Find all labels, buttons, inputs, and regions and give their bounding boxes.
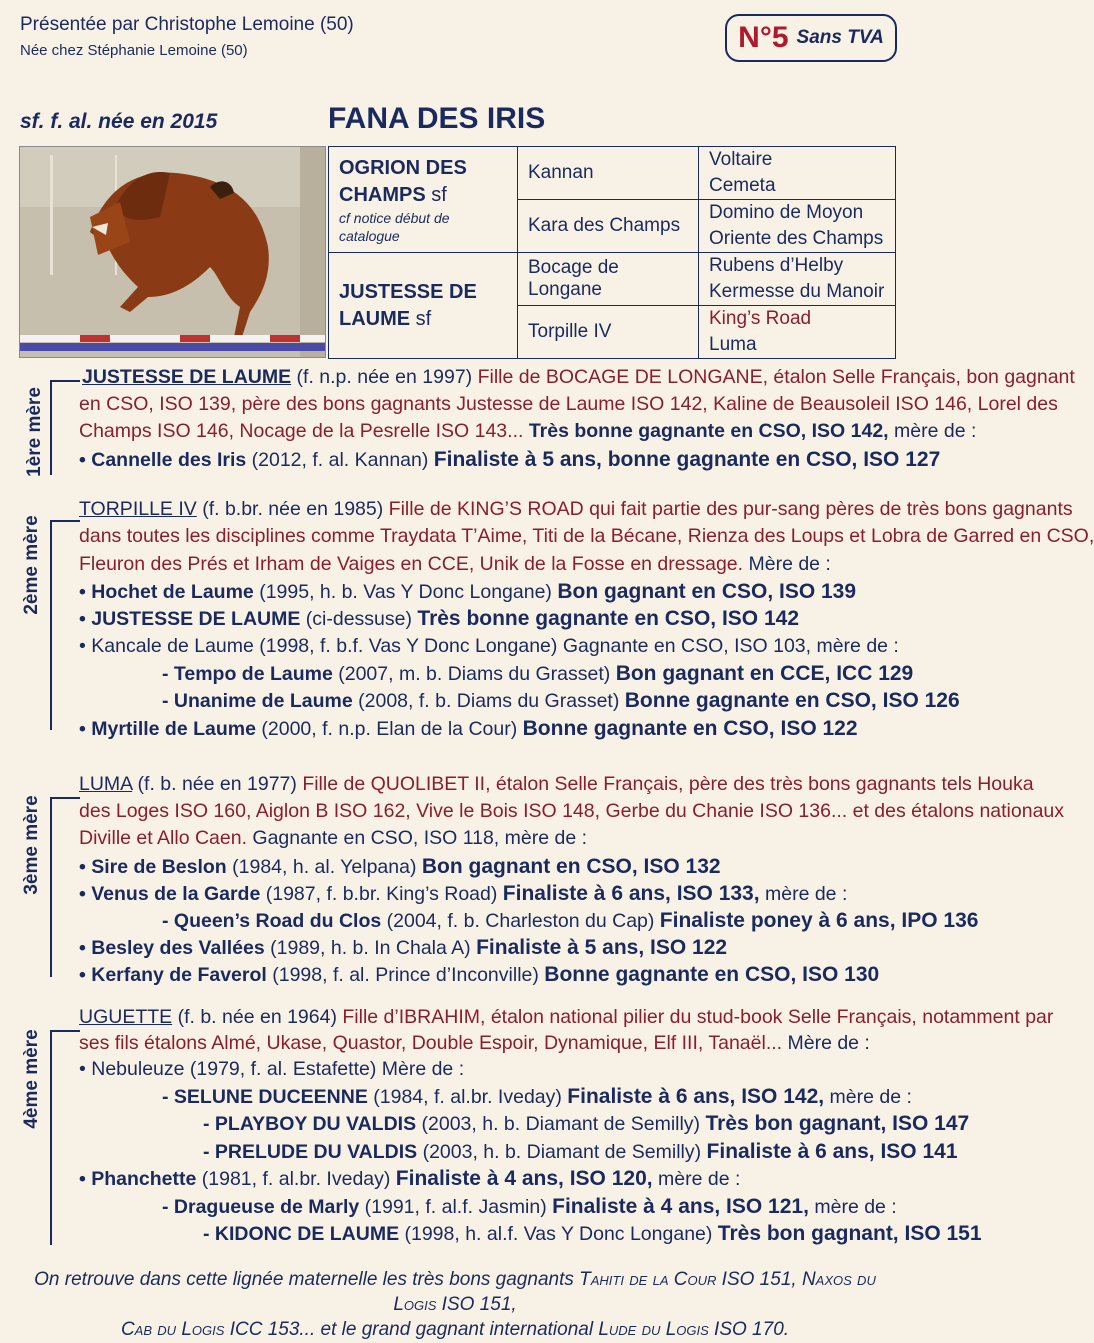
pedigree-ggs-4: King’s Road Luma	[699, 306, 896, 359]
g3-line-2: des Loges ISO 160, Aiglon B ISO 162, Vive le Bois ISO 148, Gerbe du Chanie ISO 136... et des étalons nationaux	[79, 800, 1065, 822]
horse-photo	[19, 146, 326, 358]
horse-description: sf. f. al. née en 2015	[20, 110, 218, 133]
g3-line-4: • Sire de Beslon (1984, h. al. Yelpana) Bon gagnant en CSO, ISO 132	[79, 855, 721, 878]
pedigree-dam-sire: Bocage de Longane	[518, 253, 699, 306]
g2-line-8: - Unanime de Laume (2008, f. b. Diams du Grasset) Bonne gagnante en CSO, ISO 126	[162, 689, 960, 712]
g1-line-2: en CSO, ISO 139, père des bons gagnants Justesse de Laume ISO 142, Kaline de Beausoleil ISO 146, Lorel des	[79, 393, 1058, 415]
breeder-text: Née chez Stéphanie Lemoine (50)	[20, 42, 248, 59]
section-bracket-g4	[50, 1030, 52, 1245]
lot-number: N°5	[738, 21, 789, 54]
generation-label-g1: 1ère mère	[24, 387, 45, 477]
pedigree-dam-dam: Torpille IV	[518, 306, 699, 359]
generation-label-g4: 4ème mère	[21, 1029, 42, 1129]
g3-line-7: • Besley des Vallées (1989, h. b. In Chala A) Finaliste à 5 ans, ISO 122	[79, 936, 728, 959]
vat-status: Sans TVA	[796, 27, 884, 48]
g2-line-7: - Tempo de Laume (2007, m. b. Diams du Grasset) Bon gagnant en CCE, ICC 129	[162, 662, 914, 685]
section-bracket-g2	[50, 520, 52, 730]
pedigree-sire-sire: Kannan	[518, 147, 699, 200]
g2-line-4: • Hochet de Laume (1995, h. b. Vas Y Donc Longane) Bon gagnant en CSO, ISO 139	[79, 580, 857, 603]
presenter-text: Présentée par Christophe Lemoine (50)	[20, 14, 354, 35]
footer-note: On retrouve dans cette lignée maternelle les très bons gagnants Tahiti de la Cour ISO 151, Naxos du Logis ISO 151, Cab du Logis ICC 153... et le grand gagnant international Lude du Logis ISO 170.	[34, 1269, 876, 1340]
section-rule-g2	[50, 520, 80, 522]
g1-line-1: JUSTESSE DE LAUME (f. n.p. née en 1997) Fille de BOCAGE DE LONGANE, étalon Selle Français, bon gagnant	[82, 366, 1075, 388]
pedigree-dam: JUSTESSE DE LAUME sf	[329, 253, 518, 359]
pedigree-sire-dam: Kara des Champs	[518, 200, 699, 253]
section-rule-g3	[50, 797, 80, 799]
g4-line-8: - Dragueuse de Marly (1991, f. al.f. Jasmin) Finaliste à 4 ans, ISO 121, mère de :	[162, 1195, 897, 1218]
pedigree-ggs-2: Domino de Moyon Oriente des Champs	[699, 200, 896, 253]
g2-line-1: TORPILLE IV (f. b.br. née en 1985) Fille de KING’S ROAD qui fait partie des pur-sang pères de très bons gagnants	[79, 498, 1073, 520]
section-bracket-g3	[50, 797, 52, 977]
g2-line-2: dans toutes les disciplines comme Traydata T’Aime, Titi de la Bécane, Rienza des Loups et Lobra de Garred en CSO,	[79, 525, 1094, 547]
g3-line-5: • Venus de la Garde (1987, f. b.br. King’s Road) Finaliste à 6 ans, ISO 133, mère de :	[79, 882, 848, 905]
pedigree-table	[328, 146, 896, 358]
g2-line-9: • Myrtille de Laume (2000, f. n.p. Elan de la Cour) Bonne gagnante en CSO, ISO 122	[79, 717, 858, 740]
g1-line-3: Champs ISO 146, Nocage de la Pesrelle ISO 143... Très bonne gagnante en CSO, ISO 142, mère de :	[79, 420, 977, 442]
g2-line-6: • Kancale de Laume (1998, f. b.f. Vas Y Donc Longane) Gagnante en CSO, ISO 103, mère de :	[79, 635, 899, 657]
g4-line-7: • Phanchette (1981, f. al.br. Iveday) Finaliste à 4 ans, ISO 120, mère de :	[79, 1167, 741, 1190]
g4-line-6: - PRELUDE DU VALDIS (2003, h. b. Diamant de Semilly) Finaliste à 6 ans, ISO 141	[203, 1140, 958, 1163]
generation-label-g3: 3ème mère	[21, 795, 42, 895]
section-rule-g1	[50, 380, 80, 382]
g1-line-4: • Cannelle des Iris (2012, f. al. Kannan) Finaliste à 5 ans, bonne gagnante en CSO, ISO 127	[79, 448, 941, 471]
generation-label-g2: 2ème mère	[21, 515, 42, 615]
g4-line-3: • Nebuleuze (1979, f. al. Estafette) Mère de :	[79, 1058, 465, 1080]
g4-line-5: - PLAYBOY DU VALDIS (2003, h. b. Diamant de Semilly) Très bon gagnant, ISO 147	[203, 1112, 970, 1135]
g3-line-3: Diville et Allo Caen. Gagnante en CSO, ISO 118, mère de :	[79, 827, 587, 849]
horse-name: FANA DES IRIS	[328, 102, 546, 135]
g4-line-1: UGUETTE (f. b. née en 1964) Fille d’IBRAHIM, étalon national pilier du stud-book Selle Français, notamment par	[79, 1006, 1054, 1028]
g4-line-4: - SELUNE DUCEENNE (1984, f. al.br. Iveday) Finaliste à 6 ans, ISO 142, mère de :	[162, 1085, 912, 1108]
g4-line-2: ses fils étalons Almé, Ukase, Quastor, Double Espoir, Dynamique, Elf III, Tanaël... Mère de :	[79, 1032, 870, 1054]
g3-line-1: LUMA (f. b. née en 1977) Fille de QUOLIBET II, étalon Selle Français, père des très bons gagnants tels Houka	[79, 773, 1034, 795]
g3-line-8: • Kerfany de Faverol (1998, f. al. Prince d’Inconville) Bonne gagnante en CSO, ISO 130	[79, 963, 880, 986]
g2-line-3: Fleuron des Prés et Irham de Vaiges en CCE, Unik de la Fosse en dressage. Mère de :	[79, 553, 831, 575]
g2-line-5: • JUSTESSE DE LAUME (ci-dessuse) Très bonne gagnante en CSO, ISO 142	[79, 607, 800, 630]
sire-note: cf notice début de catalogue	[339, 209, 450, 244]
section-bracket-g1	[50, 380, 52, 475]
horse-jumping-image	[20, 147, 325, 357]
pedigree-ggs-3: Rubens d’Helby Kermesse du Manoir	[699, 253, 896, 306]
lot-badge	[725, 14, 897, 62]
g4-line-9: - KIDONC DE LAUME (1998, h. al.f. Vas Y Donc Longane) Très bon gagnant, ISO 151	[203, 1222, 982, 1245]
pedigree-ggs-1: Voltaire Cemeta	[699, 147, 896, 200]
section-rule-g4	[50, 1030, 80, 1032]
g3-line-6: - Queen’s Road du Clos (2004, f. b. Charleston du Cap) Finaliste poney à 6 ans, IPO 136	[162, 909, 979, 932]
pedigree-sire: OGRION DES CHAMPS sf cf notice début de catalogue	[329, 147, 518, 253]
